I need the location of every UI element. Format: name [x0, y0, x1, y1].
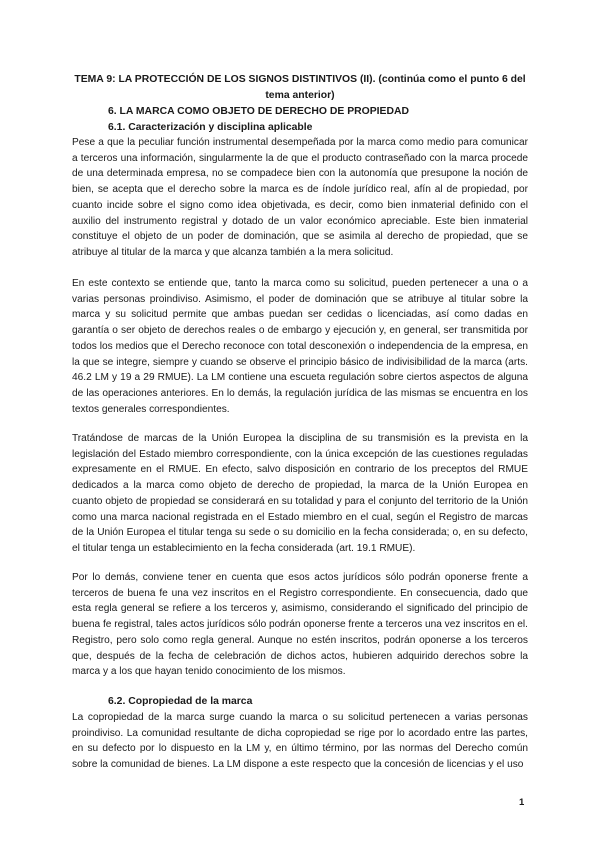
paragraph-4: Por lo demás, conviene tener en cuenta que esos actos jurídicos sólo podrán oponerse frente a terceros de buena fe una vez inscritos en el Registro correspondiente. En consecuencia, dado que esta regla general se refiere a los terceros y, asimismo, considerando el significado del principio de buena fe registral, tales actos jurídicos sólo podrán oponerse frente a terceros una vez inscritos en el. Registro, pero solo como regla general. Aunque no estén inscritos, podrán oponerse a los terceros que, después de la fecha de celebración de dichos actos, hubieren adquirido derechos sobre la marca y a los que hayan tenido conocimiento de los mismos. — [72, 572, 528, 678]
paragraph-3: Tratándose de marcas de la Unión Europea la disciplina de su transmisión es la prevista en la legislación del Estado miembro correspondiente, con la única excepción de las cuestiones reguladas expresamente en el RMUE. En efecto, salvo disposición en contrario de los preceptos del RMUE dedicados a la marca como objeto de derecho de propiedad, la marca de la Unión Europea en cuanto objeto de propiedad se considerará en su totalidad y para el conjunto del territorio de la Unión como una marca nacional registrada en el Estado miembro en el cual, según el Registro de marcas de la Unión Europea el titular tenga su sede o su domicilio en la fecha considerada; o, en su defecto, el titular tenga un establecimiento en la fecha considerada (art. 19.1 RMUE). — [72, 433, 528, 554]
paragraph-5: La copropiedad de la marca surge cuando la marca o su solicitud pertenecen a varias personas proindiviso. La comunidad resultante de dicha copropiedad se rige por lo acordado entre las partes, en su defecto por lo dispuesto en la LM y, en último término, por las normas del Derecho común sobre la comunidad de bienes. La LM dispone a este respecto que la concesión de licencias y el uso — [72, 712, 528, 771]
page-number: 1 — [519, 797, 525, 808]
paragraph-2: En este contexto se entiende que, tanto la marca como su solicitud, pueden pertenecer a una o a varias personas proindiviso. Asimismo, el poder de dominación que se atribuye al titular sobre la marca y su solicitud permite que ambas puedan ser cedidas o licenciadas, así como dadas en garantía o ser objeto de derechos reales o de embargo y ejecución y, en general, ser transmitida por todos los medios que el Derecho reconoce con total desconexión o independencia de la empresa, en la que se integre, siempre y cuando se observe el principio básico de indivisibilidad de la marca (arts. 46.2 LM y 19 a 29 RMUE). La LM contiene una escueta regulación sobre ciertos aspectos de alguna de las operaciones anteriores. En lo demás, la regulación jurídica de las mismas se encuentra en los textos generales correspondientes. — [72, 278, 528, 415]
section-heading-6-1: 6.1. Caracterización y disciplina aplicable — [108, 122, 313, 133]
document-title: TEMA 9: LA PROTECCIÓN DE LOS SIGNOS DISTINTIVOS (II). (continúa como el punto 6 del tema anterior) — [74, 74, 526, 101]
paragraph-1: Pese a que la peculiar función instrumental desempeñada por la marca como medio para comunicar a terceros una información, singularmente la de que el producto contraseñado con la marca procede de una determinada empresa, no se compadece bien con la autonomía que presupone la noción de bien, se acepta que el derecho sobre la marca es de índole jurídico real, afín al de propiedad, por cuanto incide sobre el signo como idea objetivada, es decir, como bien inmaterial definido con el auxilio del instrumento registral y dotado de un valor económico apreciable. Este bien inmaterial constituye el objeto de un poder de dominación, que se asimila al derecho de propiedad, que se atribuye al titular de la marca y que alcanza también a la mera solicitud. — [72, 137, 528, 258]
section-heading-6: 6. LA MARCA COMO OBJETO DE DERECHO DE PROPIEDAD — [108, 106, 409, 117]
section-heading-6-2: 6.2. Copropiedad de la marca — [108, 696, 253, 707]
